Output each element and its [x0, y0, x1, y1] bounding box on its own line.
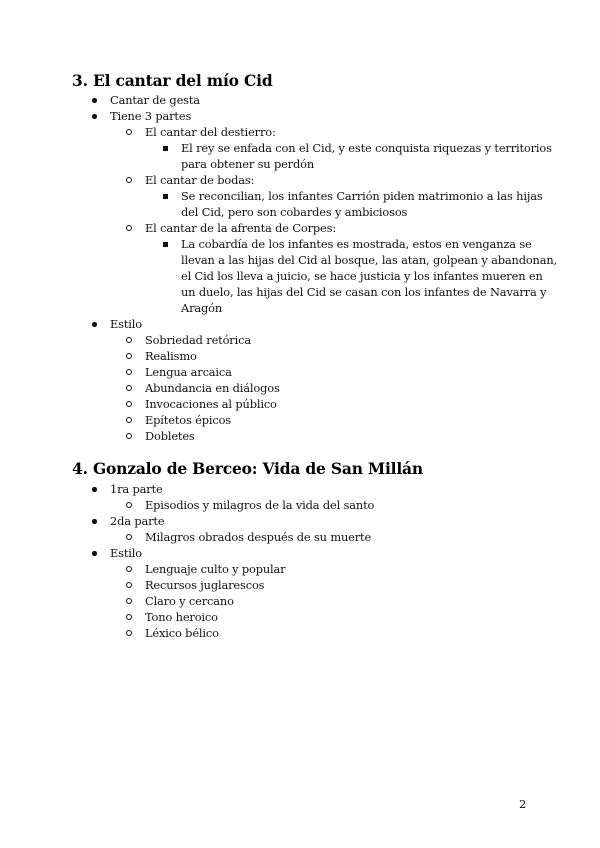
bullet-circle-icon [126, 566, 132, 572]
bullet-circle-icon [126, 433, 132, 439]
bullet-circle-icon [126, 401, 132, 407]
list-item: Milagros obrados después de su muerte [145, 529, 371, 545]
list-item: Claro y cercano [145, 593, 234, 609]
list-item: La cobardía de los infantes es mostrada, estos en venganza se llevan a las hijas del Cid al bosque, las atan, golpean y abandonan, el Cid los lleva a juicio, se hace justicia y los infantes mueren en un duelo, las hijas del Cid se casan con los infantes de Navarra y Aragón [181, 236, 557, 316]
bullet-circle-icon [126, 177, 132, 183]
list-item: Lenguaje culto y popular [145, 561, 285, 577]
bullet-circle-icon [126, 582, 132, 588]
list-item: El cantar de bodas: [145, 172, 254, 188]
bullet-square-icon [163, 242, 168, 247]
bullet-circle-icon [126, 225, 132, 231]
list-item: El cantar del destierro: [145, 124, 276, 140]
list-item: Lengua arcaica [145, 364, 232, 380]
list-item: Dobletes [145, 428, 195, 444]
bullet-circle-icon [126, 369, 132, 375]
bullet-circle-icon [126, 417, 132, 423]
list-item: El cantar de la afrenta de Corpes: [145, 220, 336, 236]
list-item: Recursos juglarescos [145, 577, 264, 593]
list-item: Invocaciones al público [145, 396, 277, 412]
page-number: 2 [519, 797, 527, 811]
bullet-square-icon [163, 146, 168, 151]
bullet-circle-icon [126, 353, 132, 359]
bullet-disc-icon [92, 519, 97, 524]
list-item: Realismo [145, 348, 197, 364]
bullet-circle-icon [126, 129, 132, 135]
bullet-disc-icon [92, 322, 97, 327]
bullet-disc-icon [92, 114, 97, 119]
list-item: Cantar de gesta [110, 92, 200, 108]
list-item: 2da parte [110, 513, 164, 529]
bullet-disc-icon [92, 98, 97, 103]
list-item: Estilo [110, 545, 142, 561]
bullet-circle-icon [126, 630, 132, 636]
list-item: Se reconcilian, los infantes Carrión piden matrimonio a las hijas del Cid, pero son cobardes y ambiciosos [181, 188, 543, 220]
bullet-circle-icon [126, 385, 132, 391]
bullet-disc-icon [92, 551, 97, 556]
list-item: 1ra parte [110, 481, 163, 497]
list-item: Sobriedad retórica [145, 332, 251, 348]
bullet-disc-icon [92, 487, 97, 492]
list-item: Estilo [110, 316, 142, 332]
list-item: Tiene 3 partes [110, 108, 191, 124]
list-item: El rey se enfada con el Cid, y este conquista riquezas y territorios para obtener su perdón [181, 140, 552, 172]
bullet-square-icon [163, 194, 168, 199]
list-item: Episodios y milagros de la vida del santo [145, 497, 374, 513]
list-item: Abundancia en diálogos [145, 380, 280, 396]
bullet-circle-icon [126, 534, 132, 540]
bullet-circle-icon [126, 502, 132, 508]
list-item: Epítetos épicos [145, 412, 231, 428]
bullet-circle-icon [126, 337, 132, 343]
list-item: Tono heroico [145, 609, 218, 625]
section-4-heading: 4. Gonzalo de Berceo: Vida de San Millán [72, 459, 423, 478]
bullet-circle-icon [126, 598, 132, 604]
section-3-heading: 3. El cantar del mío Cid [72, 71, 273, 90]
list-item: Léxico bélico [145, 625, 219, 641]
bullet-circle-icon [126, 614, 132, 620]
